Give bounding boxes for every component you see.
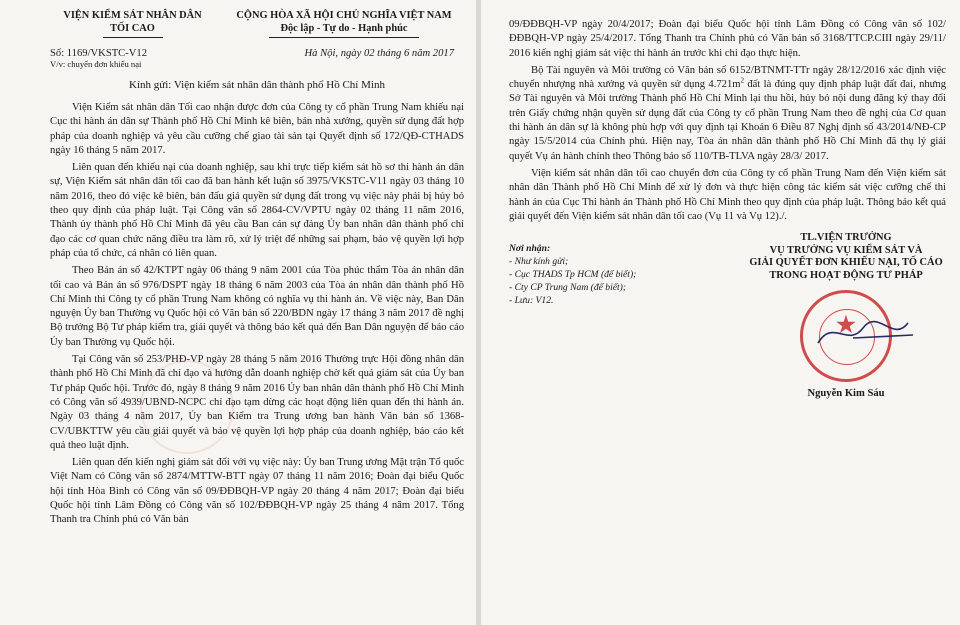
star-icon: ★ xyxy=(836,312,856,338)
signature-line-1: TL.VIỆN TRƯỞNG xyxy=(800,232,892,244)
superscript: 2 xyxy=(740,76,745,85)
motto-underline xyxy=(269,37,419,38)
paragraph: Viện Kiểm sát nhân dân Tối cao nhận được đơn của Công ty cổ phần Trung Nam khiếu nại Cục thi hành án dân sự Thành phố Hồ Chí Minh kê biên, bán nhà xưởng, quyền sử dụng đất hợp pháp của doanh nghiệp và yêu cầu cưỡng chế giao tài sản tại Quyết định số 172/QĐ-CTHADS ngày 16 tháng 5 năm 2017. xyxy=(50,102,464,156)
paragraph xyxy=(509,64,946,164)
signature-line-3: GIẢI QUYẾT ĐƠN KHIẾU NẠI, TỐ CÁO xyxy=(749,257,943,269)
document-header xyxy=(50,10,464,38)
signature-block xyxy=(746,232,946,401)
closing-section xyxy=(509,232,946,401)
recipients-title: Nơi nhận: xyxy=(509,243,551,255)
org-underline xyxy=(103,37,163,38)
recipients-list xyxy=(509,242,699,401)
document-page-2 xyxy=(481,0,960,625)
nation-line-1: CỘNG HÒA XÃ HỘI CHỦ NGHĨA VIỆT NAM xyxy=(236,10,452,21)
org-line-1: VIỆN KIỂM SÁT NHÂN DÂN xyxy=(63,10,202,21)
recipient-item: - Lưu: V12. xyxy=(509,295,554,307)
paragraph: Tại Công văn số 253/PHĐ-VP ngày 28 tháng 5 năm 2016 Thường trực Hội đồng nhân dân thành phố Hồ Chí Minh đã chỉ đạo và hướng dẫn doanh nghiệp chờ kết quả giám sát của Ủy ban Tư pháp Quốc hội. Trước đó, ngày 8 tháng 9 năm 2016 Ủy ban nhân dân thành phố Hồ Chí Minh có Công văn số 4939/UBND-NCPC chỉ đạo tạm dừng các hoạt động liên quan đến thi hành án. Ngày 03 tháng 4 năm 2017, Ủy ban Kiểm tra Trung ương ban hành Văn bản số 1368-CV/UBKTTW yêu cầu giải quyết và bảo vệ quyền lợi hợp pháp của doanh nghiệp, báo cáo kết quả theo luật định. xyxy=(50,354,464,451)
official-seal-icon xyxy=(800,290,892,382)
signer-name: Nguyễn Kim Sáu xyxy=(807,388,885,400)
recipient-item: - Cty CP Trung Nam (để biết); xyxy=(509,282,627,294)
paragraph: Liên quan đến khiếu nại của doanh nghiệp, sau khi trực tiếp kiểm sát hồ sơ thi hành án dân sự, Viện Kiểm sát nhân dân tối cao đã ban hành kết luận số 3975/VKSTC-V11 ngày 03 tháng 10 năm 2016, theo đó việc kê biên, bán đấu giá quyền sử dụng đất trong vụ việc này phải bị hủy bỏ theo quy định của pháp luật. Tại Công văn số 2864-CV/VPTU ngày 02 tháng 11 năm 2016, Thành ủy thành phố Hồ Chí Minh đã yêu cầu Ban cán sự đảng Ủy ban nhân dân thành phố chỉ đạo các cơ quan chức năng điều tra làm rõ, xử lý triệt để những sai phạm, bảo vệ quyền lợi hợp pháp của tổ chức, cá nhân có liên quan. xyxy=(50,162,464,259)
issuing-organization xyxy=(50,10,215,38)
paragraph: Viện kiểm sát nhân dân tối cao chuyển đơn của Công ty cổ phần Trung Nam đến Viện kiểm sát nhân dân Thành phố Hồ Chí Minh để xử lý đơn và thực hiện công tác kiểm sát việc cưỡng chế thi hành án của Cục Thi hành án Thành phố Hồ Chí Minh theo quy định của pháp luật. Thông báo kết quả giải quyết đến Viện kiểm sát nhân dân tối cao (Vụ 11 và Vụ 12)./. xyxy=(509,167,946,222)
salutation: Kính gửi: Viện kiểm sát nhân dân thành phố Hồ Chí Minh xyxy=(129,79,385,91)
document-reference xyxy=(50,48,147,69)
document-number: Số: 1169/VKSTC-V12 xyxy=(50,48,148,59)
paragraph: Liên quan đến kiến nghị giám sát đối với vụ việc này: Ủy ban Trung ương Mặt trận Tổ quốc Việt Nam có Công văn số 2874/MTTW-BTT ngày 07 tháng 11 năm 2016; Đoàn đại biểu Quốc hội tỉnh Hòa Bình có Công văn số 09/ĐĐBQH-VP ngày 20 tháng 4 năm 2017; Đoàn đại biểu Quốc hội tỉnh Lâm Đồng có Công văn số 102/ĐĐBQH-VP ngày 25 tháng 4 năm 2017. Tổng Thanh tra Chính phủ có Văn bản xyxy=(50,457,464,526)
signature-line-4: TRONG HOẠT ĐỘNG TƯ PHÁP xyxy=(769,269,923,281)
document-page-1 xyxy=(0,0,476,625)
paragraph: 09/ĐĐBQH-VP ngày 20/4/2017; Đoàn đại biểu Quốc hội tỉnh Lâm Đồng có Công văn số 102/ĐĐBQH-VP ngày 25/4/2017. Tổng Thanh tra Chính phủ có Văn bản số 3168/TTCP.CIII ngày 29/11/ 2016 kiến nghị giám sát việc thi hành án trước khi chỉ đạo thực hiện. xyxy=(509,19,946,59)
paragraph-text-part: Bộ Tài nguyên và Môi trường có Văn bản số 6152/BTNMT-TTr ngày 28/12/2016 xác định việc chuyển nhượng nhà xưởng và quyền sử dụng 4.721m xyxy=(509,64,946,91)
org-line-2: TỐI CAO xyxy=(110,22,155,34)
handwritten-signature-icon xyxy=(813,313,933,353)
document-meta xyxy=(50,48,464,69)
paragraph-text-part: đất là đúng quy định pháp luật đất đai, nhưng Sở Tài nguyên và Môi trường Thành phố Hồ Chí Minh lại thu hồi, hủy bỏ nội dung đăng ký thay đổi trên Giấy chứng nhận quyền sử dụng đất của Công ty cổ phần Trung Nam theo đề nghị của Cơ quan thi hành án dân sự là không phù hợp với quy định tại Khoản 6 Điều 87 Nghị định số 43/2014/NĐ-CP ngày 15/5/2014 của Chính phủ. Hiện nay, Tòa án nhân dân thành phố Hồ Chí Minh đã thụ lý giải quyết Vụ án hành chính theo Thông báo số 110/TB-TLVA ngày 28/3/ 2017. xyxy=(509,79,946,162)
signature-line-2: VỤ TRƯỞNG VỤ KIỂM SÁT VÀ xyxy=(769,244,923,256)
national-motto xyxy=(224,10,464,38)
document-subject: V/v: chuyển đơn khiếu nại xyxy=(50,59,142,69)
paragraph: Theo Bản án số 42/KTPT ngày 06 tháng 9 năm 2001 của Tòa phúc thẩm Tòa án nhân dân tối cao và Bản án số 976/DSPT ngày 18 tháng 6 năm 2003 của Tòa án nhân dân thành phố Hồ Chí Minh thì Công ty cổ phần Trung Nam không có nghĩa vụ thi hành án. Về việc này, Ban Dân nguyện Ủy ban Thường vụ Quốc hội có Văn bản số 220/BDN ngày 17 tháng 3 năm 2017 đề nghị Bộ trưởng Bộ Tư pháp kiểm tra, giải quyết và thông báo kết quả đến Ban Dân nguyện để báo cáo Ủy ban Thường vụ Quốc hội. xyxy=(50,265,464,348)
nation-line-2: Độc lập - Tự do - Hạnh phúc xyxy=(280,22,408,34)
recipient-item: - Như kính gửi; xyxy=(509,256,569,268)
recipient-item: - Cục THADS Tp HCM (để biết); xyxy=(509,269,637,281)
document-date: Hà Nội, ngày 02 tháng 6 năm 2017 xyxy=(304,48,454,59)
faint-stamp-watermark xyxy=(140,360,234,454)
